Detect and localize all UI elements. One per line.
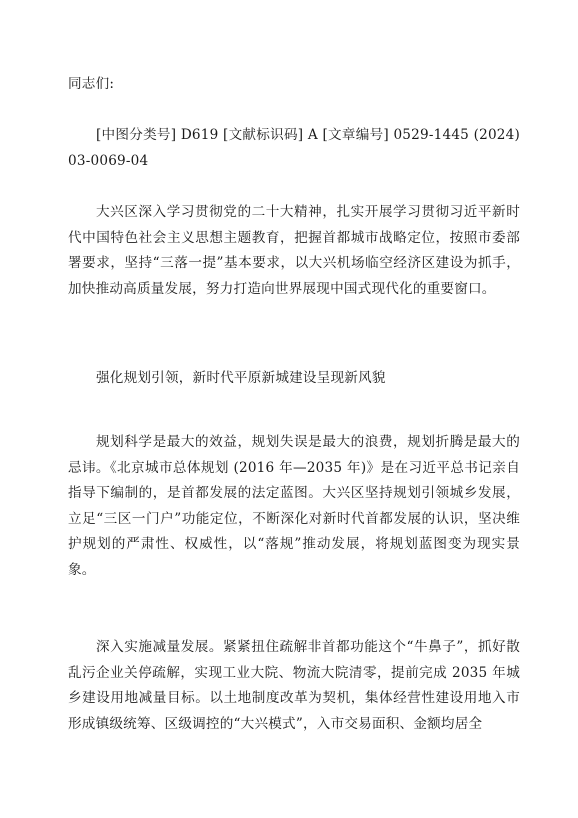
reduction-paragraph: 深入实施减量发展。紧紧扭住疏解非首都功能这个“牛鼻子”，抓好散乱污企业关停疏解，实现工业大院、物流大院清零，提前完成 2035 年城乡建设用地减量目标。以土地制度改革为契机，集体经营性建设用地入市形成镇级统筹、区级调控的“大兴模式”，入市交易面积、金额均居全 [68,639,520,732]
classification-line: [中图分类号] D619 [文献标识码] A [文章编号] 0529-1445 (2024) 03-0069-04 [68,127,520,169]
salutation: 同志们: [68,76,115,92]
section-heading: 强化规划引领，新时代平原新城建设呈现新风貌 [96,370,386,386]
planning-paragraph: 规划科学是最大的效益，规划失误是最大的浪费，规划折腾是最大的忌讳。《北京城市总体规划 (2016 年—2035 年)》是在习近平总书记亲自指导下编制的，是首都发展的法定蓝图。大兴区坚持规划引领城乡发展，立足“三区一门户”功能定位，不断深化对新时代首都发展的认识，坚决维护规划的严肃性、权威性，以“落规”推动发展，将规划蓝图变为现实景象。 [68,434,520,578]
intro-paragraph: 大兴区深入学习贯彻党的二十大精神，扎实开展学习贯彻习近平新时代中国特色社会主义思想主题教育，把握首都城市战略定位，按照市委部署要求，坚持“三落一提”基本要求，以大兴机场临空经济区建设为抓手，加快推动高质量发展，努力打造向世界展现中国式现代化的重要窗口。 [68,204,520,297]
